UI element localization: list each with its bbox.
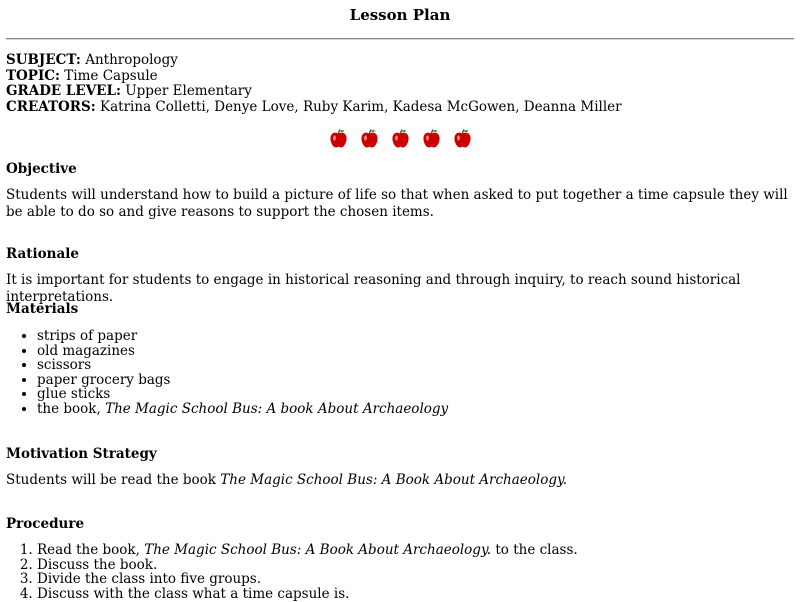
procedure-step1-prefix: Read the book, <box>37 542 145 558</box>
lesson-metadata <box>6 53 622 115</box>
motivation-text <box>6 472 792 489</box>
topic-line <box>6 69 622 85</box>
apple-icon <box>359 128 380 150</box>
subject-value: Anthropology <box>85 52 178 68</box>
grade-level-value: Upper Elementary <box>125 83 252 99</box>
apple-icon <box>390 128 411 150</box>
objective-text: Students will understand how to build a picture of life so that when asked to put together a time capsule they will be able to do so and give reasons to support the chosen items. <box>6 187 788 220</box>
motivation-heading: Motivation Strategy <box>6 446 157 462</box>
grade-level-label: GRADE LEVEL: <box>6 83 121 99</box>
rationale-text: It is important for students to engage in historical reasoning and through inquiry, to reach sound historical interpretations. <box>6 272 741 305</box>
objective-heading: Objective <box>6 161 77 177</box>
materials-item: • glue sticks <box>37 387 448 402</box>
procedure-step1-title: The Magic School Bus: A Book About Archaeology. <box>144 542 492 558</box>
materials-item-book <box>37 402 448 417</box>
materials-list <box>6 329 448 417</box>
title-divider <box>6 38 794 40</box>
topic-label: TOPIC: <box>6 67 60 84</box>
procedure-list <box>6 543 578 601</box>
materials-item: • scissors <box>37 358 448 373</box>
procedure-heading: Procedure <box>6 516 85 532</box>
topic-value: Time Capsule <box>64 67 158 84</box>
creators-label: CREATORS: <box>6 98 96 115</box>
procedure-step <box>37 543 578 558</box>
materials-book-title: The Magic School Bus: A book About Archaeology <box>105 400 449 417</box>
grade-level-line <box>6 84 622 100</box>
subject-line <box>6 53 622 69</box>
apple-divider <box>328 128 473 150</box>
procedure-step: 3. Divide the class into five groups. <box>37 572 578 587</box>
creators-line <box>6 100 622 116</box>
procedure-step: 4. Discuss with the class what a time capsule is. <box>37 587 578 602</box>
procedure-step1-suffix: to the class. <box>491 542 578 558</box>
apple-icon <box>328 128 349 150</box>
materials-item: • old magazines <box>37 344 448 359</box>
page-title: Lesson Plan <box>349 6 451 24</box>
materials-heading: Materials <box>6 301 79 317</box>
apple-icon <box>421 128 442 150</box>
creators-value: Katrina Colletti, Denye Love, Ruby Karim, Kadesa McGowen, Deanna Miller <box>100 98 622 115</box>
rationale-heading: Rationale <box>6 246 79 262</box>
procedure-step: 2. Discuss the book. <box>37 558 578 573</box>
motivation-book-title: The Magic School Bus: A Book About Archaeology. <box>220 472 568 488</box>
materials-item: • paper grocery bags <box>37 373 448 388</box>
materials-item: • strips of paper <box>37 329 448 344</box>
materials-book-prefix: the book, <box>37 400 106 417</box>
motivation-text-prefix: Students will be read the book <box>6 472 221 488</box>
subject-label: SUBJECT: <box>6 52 81 68</box>
apple-icon <box>452 128 473 150</box>
